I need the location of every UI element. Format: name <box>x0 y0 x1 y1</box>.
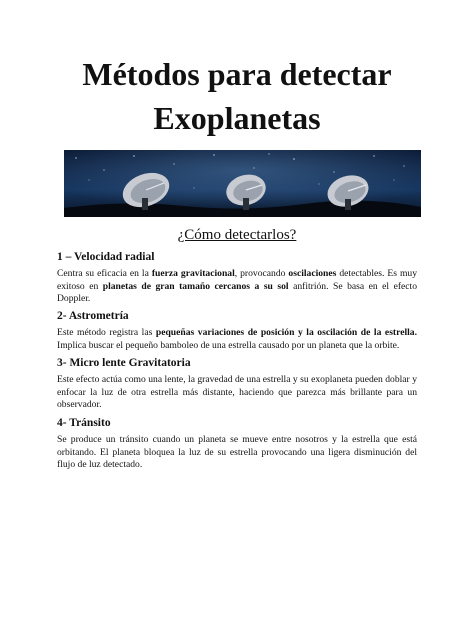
section-paragraph-astrometria <box>57 327 417 352</box>
section-paragraph-velocidad-radial <box>57 268 417 306</box>
section-heading-astrometria: 2- Astrometría <box>57 310 129 322</box>
subtitle-how-to-detect: ¿Cómo detectarlos? <box>177 227 297 243</box>
title-line-1: Métodos para detectar <box>82 56 392 92</box>
radio-telescopes-banner-image <box>64 150 421 217</box>
bold-text-run: planetas de gran tamaño cercanos a su sol <box>102 280 289 292</box>
text-run: Centra su eficacia en la <box>57 268 152 279</box>
text-run: Este método registra las <box>57 327 156 338</box>
text-run: detectables. Es muy exitoso en <box>57 268 418 292</box>
bold-text-run: oscilaciones <box>288 268 337 279</box>
section-heading-micro-lente: 3- Micro lente Gravitatoria <box>57 357 191 369</box>
section-paragraph-transito <box>57 434 417 472</box>
text-run: Implica buscar el pequeño bamboleo de una estrella causado por un planeta que la orbite. <box>57 339 400 351</box>
section-heading-velocidad-radial: 1 – Velocidad radial <box>57 251 155 263</box>
bold-text-run: pequeñas variaciones de posición y la oscilación de la estrella. <box>155 327 417 338</box>
text-run: Se produce un tránsito cuando un planeta se mueve entre nosotros y la estrella que está orbitando. El planeta bloquea la luz de su estrella provocando una ligera disminución del flujo de luz detectado. <box>57 434 417 470</box>
section-heading-transito: 4- Tránsito <box>57 417 111 429</box>
text-run: Este efecto actúa como una lente, la gravedad de una estrella y su exoplaneta pueden doblar y enfocar la luz de otra estrella más distante, haciendo que parezca más brillante para un observador. <box>57 374 417 410</box>
bold-text-run: fuerza gravitacional <box>151 268 235 279</box>
section-paragraph-micro-lente <box>57 374 417 412</box>
text-run: , provocando <box>234 268 289 279</box>
title-line-2: Exoplanetas <box>153 100 321 136</box>
text-run: anfitrión. Se basa en el efecto Doppler. <box>57 280 417 304</box>
